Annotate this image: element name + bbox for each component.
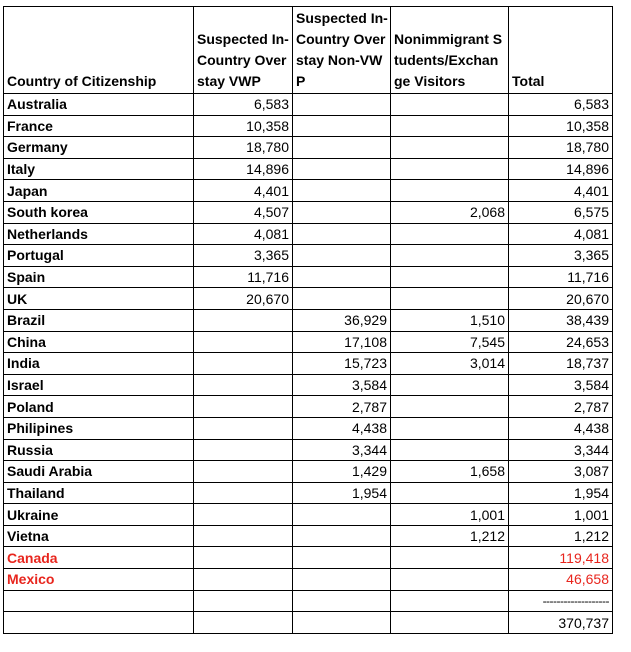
header-total: Total xyxy=(509,7,613,94)
cell-total: 3,087 xyxy=(509,461,613,483)
table-row xyxy=(4,569,613,591)
table-row xyxy=(4,180,613,202)
cell-students xyxy=(391,374,509,396)
cell-nonvwp xyxy=(293,504,391,526)
table-row xyxy=(4,439,613,461)
cell-vwp xyxy=(194,547,293,569)
cell-students: 2,068 xyxy=(391,201,509,223)
cell-vwp: 6,583 xyxy=(194,94,293,116)
cell-country: Australia xyxy=(4,94,194,116)
cell-nonvwp xyxy=(293,266,391,288)
cell-nonvwp xyxy=(293,137,391,159)
empty-cell xyxy=(194,612,293,634)
cell-students xyxy=(391,115,509,137)
cell-nonvwp: 15,723 xyxy=(293,353,391,375)
cell-students: 7,545 xyxy=(391,331,509,353)
separator-row xyxy=(4,590,613,612)
cell-total: 1,001 xyxy=(509,504,613,526)
empty-cell xyxy=(4,590,194,612)
cell-nonvwp: 1,954 xyxy=(293,482,391,504)
cell-nonvwp xyxy=(293,569,391,591)
cell-country: Spain xyxy=(4,266,194,288)
empty-cell xyxy=(391,590,509,612)
cell-total: 4,438 xyxy=(509,417,613,439)
cell-vwp xyxy=(194,396,293,418)
cell-country: Portugal xyxy=(4,245,194,267)
cell-nonvwp xyxy=(293,180,391,202)
cell-total: 38,439 xyxy=(509,309,613,331)
grand-total-row xyxy=(4,612,613,634)
cell-total: 20,670 xyxy=(509,288,613,310)
cell-country: France xyxy=(4,115,194,137)
cell-nonvwp xyxy=(293,245,391,267)
cell-total: 4,081 xyxy=(509,223,613,245)
cell-vwp xyxy=(194,461,293,483)
cell-vwp: 18,780 xyxy=(194,137,293,159)
cell-nonvwp xyxy=(293,525,391,547)
cell-country: Ukraine xyxy=(4,504,194,526)
cell-vwp: 14,896 xyxy=(194,158,293,180)
cell-students xyxy=(391,482,509,504)
cell-country: Netherlands xyxy=(4,223,194,245)
cell-total: 14,896 xyxy=(509,158,613,180)
cell-country: Poland xyxy=(4,396,194,418)
cell-country: Israel xyxy=(4,374,194,396)
cell-country: Italy xyxy=(4,158,194,180)
cell-country: Brazil xyxy=(4,309,194,331)
cell-country: Thailand xyxy=(4,482,194,504)
overstay-table xyxy=(3,6,613,634)
cell-vwp xyxy=(194,569,293,591)
empty-cell xyxy=(391,612,509,634)
grand-total: 370,737 xyxy=(509,612,613,634)
cell-nonvwp: 4,438 xyxy=(293,417,391,439)
cell-total: 3,365 xyxy=(509,245,613,267)
cell-country: Philipines xyxy=(4,417,194,439)
cell-vwp: 11,716 xyxy=(194,266,293,288)
table-row xyxy=(4,115,613,137)
cell-country: Canada xyxy=(4,547,194,569)
cell-total: 18,737 xyxy=(509,353,613,375)
cell-vwp: 4,401 xyxy=(194,180,293,202)
table-row xyxy=(4,223,613,245)
cell-vwp xyxy=(194,439,293,461)
table-row xyxy=(4,309,613,331)
cell-students xyxy=(391,137,509,159)
table-row xyxy=(4,201,613,223)
table-row xyxy=(4,417,613,439)
cell-vwp: 4,507 xyxy=(194,201,293,223)
cell-students: 3,014 xyxy=(391,353,509,375)
cell-students xyxy=(391,158,509,180)
table-row xyxy=(4,353,613,375)
cell-country: Vietna xyxy=(4,525,194,547)
table-row xyxy=(4,158,613,180)
header-vwp: Suspected In-Country Overstay VWP xyxy=(194,7,293,94)
cell-students xyxy=(391,569,509,591)
cell-students: 1,212 xyxy=(391,525,509,547)
cell-nonvwp xyxy=(293,223,391,245)
cell-nonvwp: 1,429 xyxy=(293,461,391,483)
cell-vwp: 20,670 xyxy=(194,288,293,310)
cell-students xyxy=(391,94,509,116)
cell-total: 11,716 xyxy=(509,266,613,288)
table-row xyxy=(4,525,613,547)
cell-total: 6,583 xyxy=(509,94,613,116)
empty-cell xyxy=(293,590,391,612)
cell-vwp: 4,081 xyxy=(194,223,293,245)
cell-nonvwp xyxy=(293,115,391,137)
table-row xyxy=(4,396,613,418)
table-row xyxy=(4,504,613,526)
cell-total: 6,575 xyxy=(509,201,613,223)
table-row xyxy=(4,374,613,396)
cell-country: UK xyxy=(4,288,194,310)
cell-country: India xyxy=(4,353,194,375)
cell-nonvwp xyxy=(293,158,391,180)
cell-country: China xyxy=(4,331,194,353)
cell-nonvwp: 17,108 xyxy=(293,331,391,353)
table-row xyxy=(4,331,613,353)
cell-vwp xyxy=(194,482,293,504)
empty-cell xyxy=(293,612,391,634)
cell-nonvwp xyxy=(293,547,391,569)
cell-vwp xyxy=(194,353,293,375)
cell-vwp: 3,365 xyxy=(194,245,293,267)
cell-country: Mexico xyxy=(4,569,194,591)
table-row xyxy=(4,94,613,116)
cell-total: 24,653 xyxy=(509,331,613,353)
cell-nonvwp xyxy=(293,201,391,223)
cell-nonvwp: 2,787 xyxy=(293,396,391,418)
cell-vwp: 10,358 xyxy=(194,115,293,137)
cell-total: 2,787 xyxy=(509,396,613,418)
empty-cell xyxy=(4,612,194,634)
cell-total: 46,658 xyxy=(509,569,613,591)
cell-total: 10,358 xyxy=(509,115,613,137)
cell-students xyxy=(391,439,509,461)
table-body xyxy=(4,94,613,634)
cell-vwp xyxy=(194,309,293,331)
cell-vwp xyxy=(194,504,293,526)
cell-nonvwp: 3,344 xyxy=(293,439,391,461)
cell-students: 1,658 xyxy=(391,461,509,483)
header-nonvwp: Suspected In-Country Overstay Non-VWP xyxy=(293,7,391,94)
table-row xyxy=(4,482,613,504)
cell-total: 3,344 xyxy=(509,439,613,461)
cell-vwp xyxy=(194,331,293,353)
cell-total: 18,780 xyxy=(509,137,613,159)
cell-students xyxy=(391,288,509,310)
header-row xyxy=(4,7,613,94)
cell-nonvwp xyxy=(293,288,391,310)
cell-vwp xyxy=(194,374,293,396)
cell-total: 1,212 xyxy=(509,525,613,547)
cell-country: Japan xyxy=(4,180,194,202)
cell-students xyxy=(391,245,509,267)
table-row xyxy=(4,137,613,159)
cell-students xyxy=(391,547,509,569)
cell-country: Russia xyxy=(4,439,194,461)
cell-nonvwp xyxy=(293,94,391,116)
table-row xyxy=(4,288,613,310)
cell-students xyxy=(391,180,509,202)
cell-total: 119,418 xyxy=(509,547,613,569)
cell-students xyxy=(391,266,509,288)
cell-students xyxy=(391,396,509,418)
cell-nonvwp: 36,929 xyxy=(293,309,391,331)
cell-vwp xyxy=(194,525,293,547)
cell-country: Saudi Arabia xyxy=(4,461,194,483)
total-separator: ------------------- xyxy=(509,590,613,612)
cell-total: 1,954 xyxy=(509,482,613,504)
table-row xyxy=(4,547,613,569)
table-row xyxy=(4,266,613,288)
cell-country: Germany xyxy=(4,137,194,159)
cell-nonvwp: 3,584 xyxy=(293,374,391,396)
cell-students: 1,001 xyxy=(391,504,509,526)
empty-cell xyxy=(194,590,293,612)
header-country: Country of Citizenship xyxy=(4,7,194,94)
cell-students xyxy=(391,417,509,439)
header-students: Nonimmigrant Students/Exchange Visitors xyxy=(391,7,509,94)
cell-total: 3,584 xyxy=(509,374,613,396)
cell-total: 4,401 xyxy=(509,180,613,202)
cell-vwp xyxy=(194,417,293,439)
cell-country: South korea xyxy=(4,201,194,223)
cell-students: 1,510 xyxy=(391,309,509,331)
table-row xyxy=(4,461,613,483)
cell-students xyxy=(391,223,509,245)
table-row xyxy=(4,245,613,267)
